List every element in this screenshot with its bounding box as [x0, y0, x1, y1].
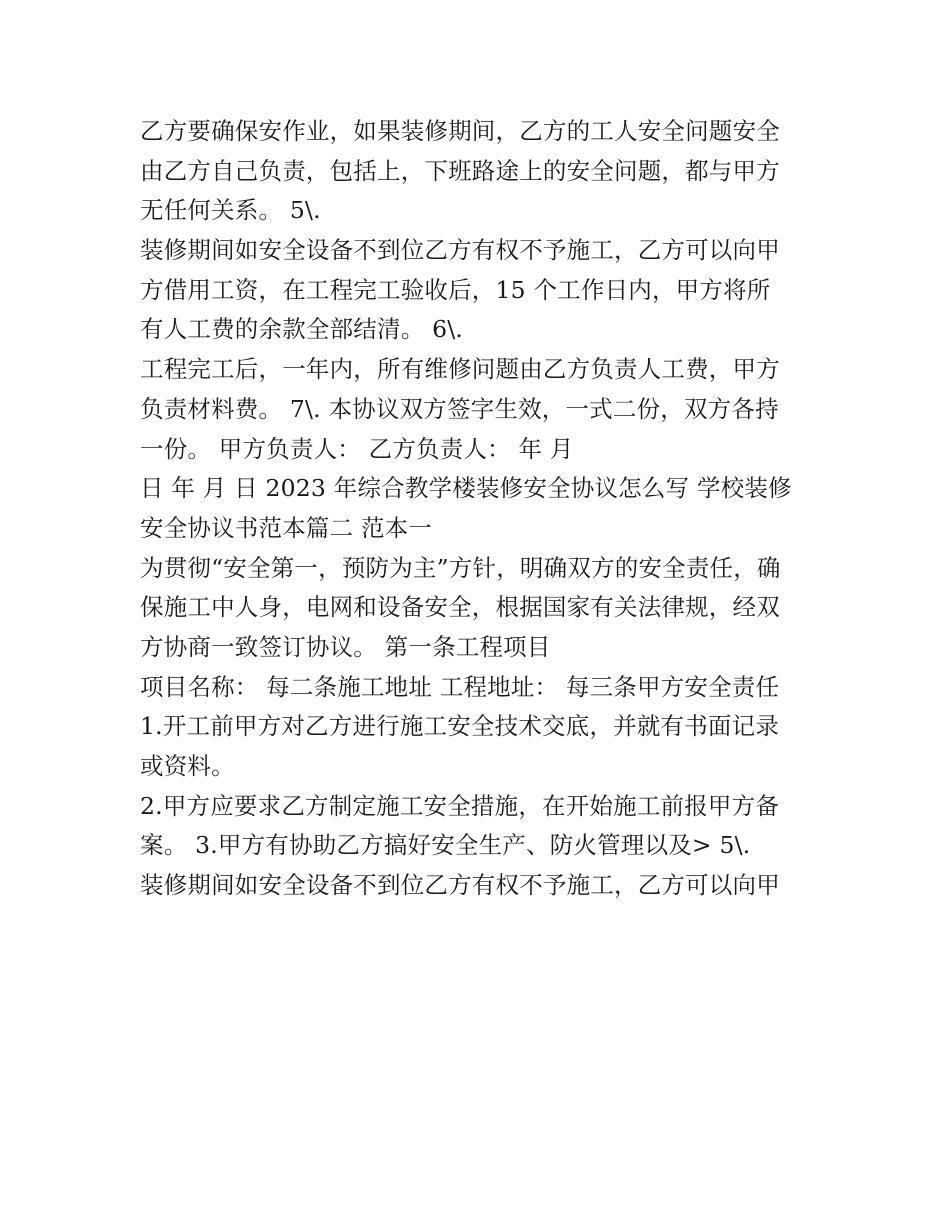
text-line: 有人工费的余款全部结清。 6\.: [140, 315, 464, 344]
text-line: 装修期间如安全设备不到位乙方有权不予施工，乙方可以向甲: [140, 871, 780, 900]
text-line: 或资料。: [140, 752, 235, 780]
text-line: 无任何关系。 5\.: [140, 196, 321, 225]
text-line: 项目名称： 每二条施工地址 工程地址： 每三条甲方安全责任: [140, 672, 780, 701]
text-line: 为贯彻“安全第一，预防为主”方针，明确双方的安全责任，确: [140, 553, 781, 582]
text-line: 2.甲方应要求乙方制定施工安全措施，在开始施工前报甲方备: [140, 791, 780, 820]
text-line: 装修期间如安全设备不到位乙方有权不予施工，乙方可以向甲: [140, 236, 780, 265]
text-line: 安全协议书范本篇二 范本一: [140, 513, 433, 542]
text-line: 负责材料费。 7\. 本协议双方签字生效，一式二份，双方各持: [140, 394, 779, 423]
text-line: 工程完工后，一年内，所有维修问题由乙方负责人工费，甲方: [140, 355, 780, 384]
text-line: 由乙方自己负责，包括上，下班路途上的安全问题，都与甲方: [140, 156, 780, 185]
text-line: 方借用工资，在工程完工验收后，15 个工作日内，甲方将所: [140, 275, 771, 304]
text-line: 一份。 甲方负责人： 乙方负责人： 年 月: [140, 434, 574, 463]
text-line: 保施工中人身，电网和设备安全，根据国家有关法律规，经双: [140, 593, 780, 622]
text-line: 乙方要确保安作业，如果装修期间，乙方的工人安全问题安全: [140, 117, 780, 145]
text-line: 案。 3.甲方有协助乙方搞好安全生产、防火管理以及> 5\.: [140, 831, 751, 860]
text-line: 1.开工前甲方对乙方进行施工安全技术交底，并就有书面记录: [140, 712, 780, 741]
document-body: [140, 112, 820, 906]
text-line: 方协商一致签订协议。 第一条工程项目: [140, 632, 551, 661]
text-line: 日 年 月 日 2023 年综合教学楼装修安全协议怎么写 学校装修: [140, 474, 792, 503]
